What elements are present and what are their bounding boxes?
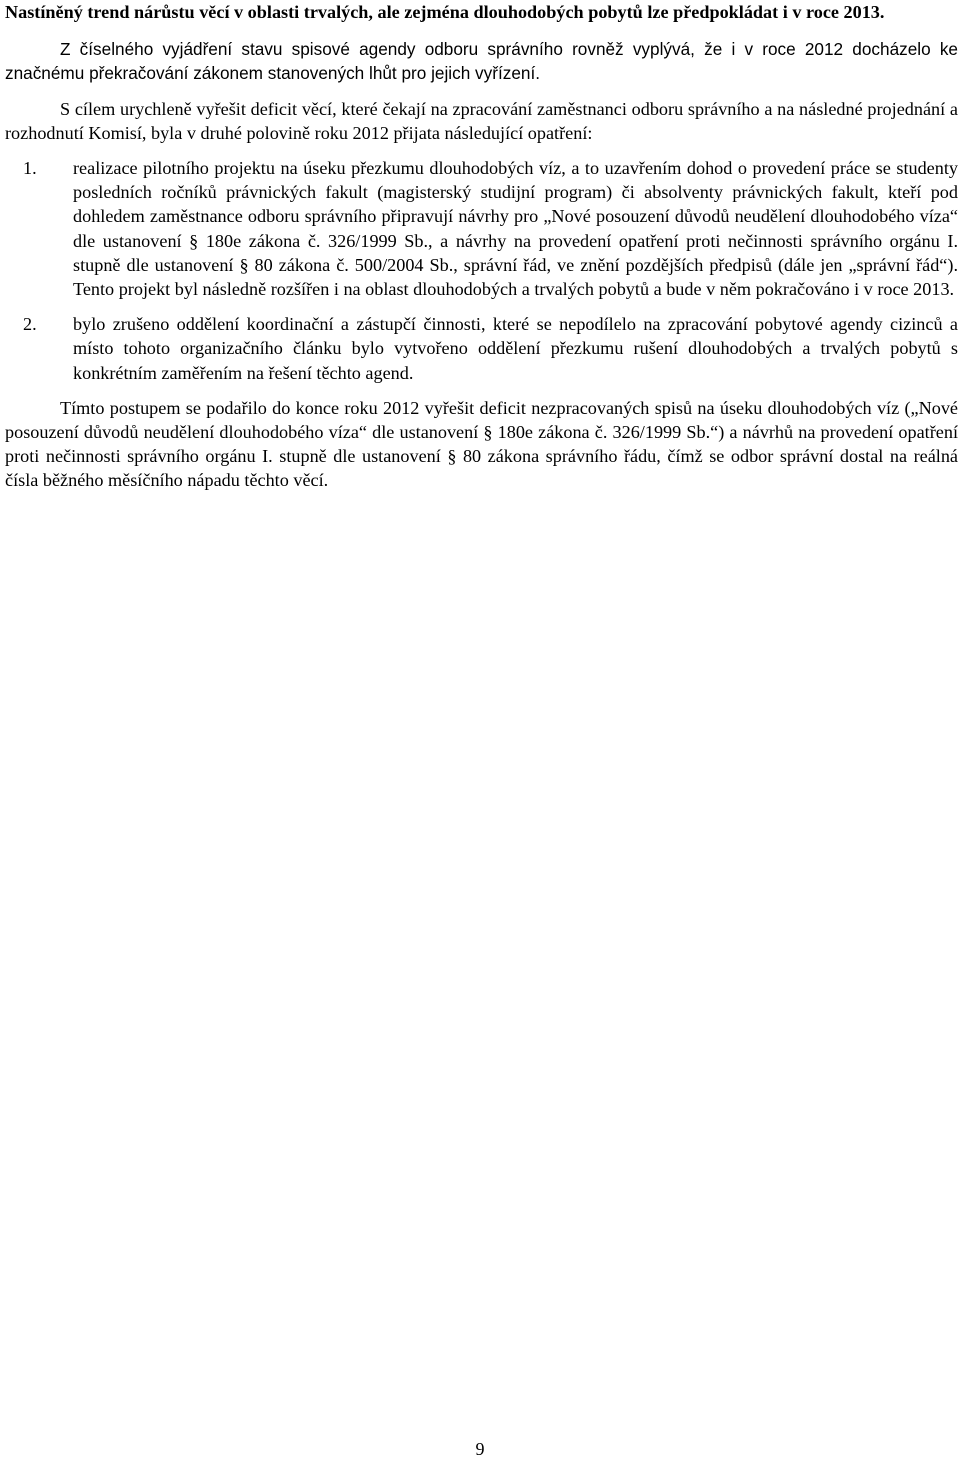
list-item-number: 2. <box>23 314 37 335</box>
list-item-text: bylo zrušeno oddělení koordinační a zástupčí činnosti, které se nepodílelo na zpracování pobytové agendy cizinců a místo tohoto organizačního článku bylo vytvořeno oddělení přezkumu rušení dlouhodobých a trvalých pobytů s konkrétním zaměřením na řešení těchto agend. <box>73 314 958 383</box>
list-item-2 <box>5 312 958 385</box>
paragraph-result: Tímto postupem se podařilo do konce roku 2012 vyřešit deficit nezpracovaných spisů na úseku dlouhodobých víz („Nové posouzení důvodů neudělení dlouhodobého víza“ dle ustanovení § 180e zákona č. 326/1999 Sb.“) a návrhů na provedení opatření proti nečinnosti správního orgánu I. stupně dle ustanovení § 80 zákona správního řádu, čímž se odbor správní dostal na reálná čísla běžného měsíčního nápadu těchto věcí. <box>5 397 958 491</box>
list-item-text: realizace pilotního projektu na úseku přezkumu dlouhodobých víz, a to uzavřením dohod o provedení práce se studenty posledních ročníků právnických fakult (magisterský studijní program) či absolventy právnických fakult, kteří pod dohledem zaměstnance odboru správního připravují návrhy pro „Nové posouzení důvodů neudělení dlouhodobého víza“ dle ustanovení § 180e zákona č. 326/1999 Sb., a návrhy na provedení opatření proti nečinnosti správního orgánu I. stupně dle ustanovení § 80 zákona č. 500/2004 Sb., správní řád, ve znění pozdějších předpisů (dále jen „správní řád“). Tento projekt byl následně rozšířen i na oblast dlouhodobých a trvalých pobytů a bude v něm pokračováno i v roce 2013. <box>73 158 958 300</box>
paragraph-statistics: Z číselného vyjádření stavu spisové agendy odboru správního rovněž vyplývá, že i v roce 2012 docházelo ke značnému překračování zákonem stanovených lhůt pro jejich vyřízení. <box>5 39 958 84</box>
lead-paragraph: Nastíněný trend nárůstu věcí v oblasti trvalých, ale zejména dlouhodobých pobytů lze předpokládat i v roce 2013. <box>5 2 885 22</box>
list-item-number: 1. <box>23 158 37 179</box>
page-number: 9 <box>475 1439 485 1459</box>
paragraph-measures-intro: S cílem urychleně vyřešit deficit věcí, které čekají na zpracování zaměstnanci odboru správního a na následné projednání a rozhodnutí Komisí, byla v druhé polovině roku 2012 přijata následující opatření: <box>5 98 958 143</box>
document-body <box>5 0 958 493</box>
list-item-1 <box>5 156 958 301</box>
